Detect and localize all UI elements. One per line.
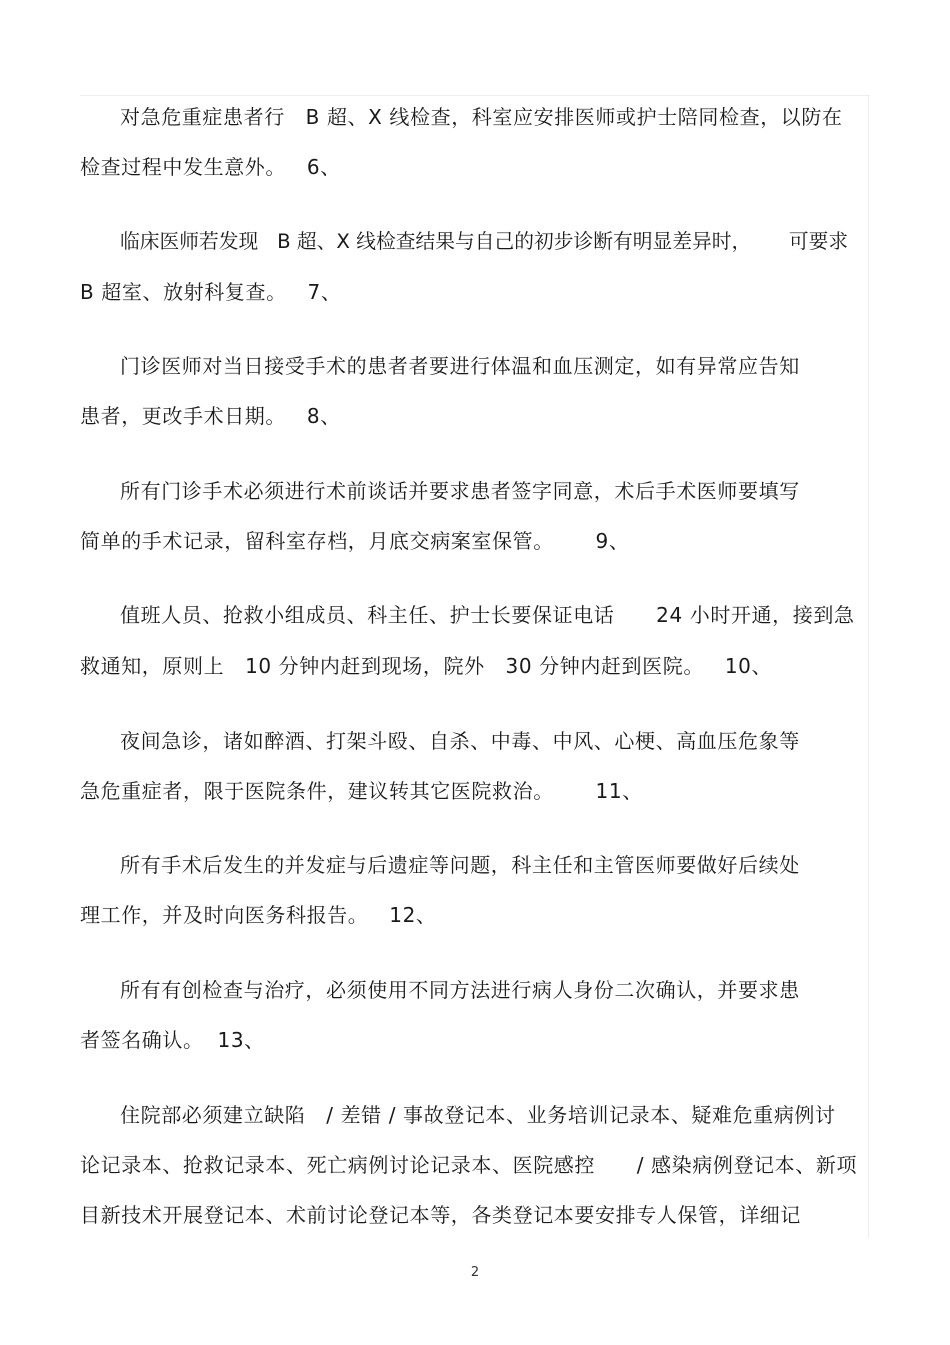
text-line: 值班人员、抢救小组成员、科主任、护士长要保证电话 24 小时开通，接到急 [120,603,855,627]
text-line: 简单的手术记录，留科室存档，月底交病案室保管。 9、 [80,529,630,553]
page-border-top [80,95,870,96]
text-line: 目新技术开展登记本、术前讨论登记本等，各类登记本要安排专人保管，详细记 [80,1203,801,1227]
text-line: 理工作，并及时向医务科报告。 12、 [80,903,437,927]
text-line: 论记录本、抢救记录本、死亡病例讨论记录本、医院感控 / 感染病例登记本、新项 [80,1153,858,1177]
page-number: 2 [470,1265,480,1280]
text-line: 对急危重症患者行 B 超、X 线检查，科室应安排医师或护士陪同检查，以防在 [120,105,843,129]
text-line: 患者，更改手术日期。 8、 [80,404,341,428]
text-line: 检查过程中发生意外。 6、 [80,155,341,179]
text-line: 急危重症者，限于医院条件，建议转其它医院救治。 11、 [80,779,643,803]
text-line: 者签名确认。 13、 [80,1028,265,1052]
text-line: 夜间急诊，诸如醉酒、打架斗殴、自杀、中毒、中风、心梗、高血压危象等 [120,729,800,753]
text-line: 临床医师若发现 B 超、X 线检查结果与自己的初步诊断有明显差异时， 可要求 [120,230,849,253]
text-line: 所有有创检查与治疗，必须使用不同方法进行病人身份二次确认，并要求患 [120,978,800,1002]
text-line: 所有手术后发生的并发症与后遗症等问题，科主任和主管医师要做好后续处 [120,853,800,877]
text-line: B 超室、放射科复查。 7、 [80,280,342,304]
page-border-right [868,95,869,1238]
text-line: 门诊医师对当日接受手术的患者者要进行体温和血压测定，如有异常应告知 [120,354,800,378]
text-line: 住院部必须建立缺陷 / 差错 / 事故登记本、业务培训记录本、疑难危重病例讨 [120,1103,836,1127]
text-line: 救通知，原则上 10 分钟内赶到现场，院外 30 分钟内赶到医院。 10、 [80,654,773,678]
text-line: 所有门诊手术必须进行术前谈话并要求患者签字同意，术后手术医师要填写 [120,479,800,503]
